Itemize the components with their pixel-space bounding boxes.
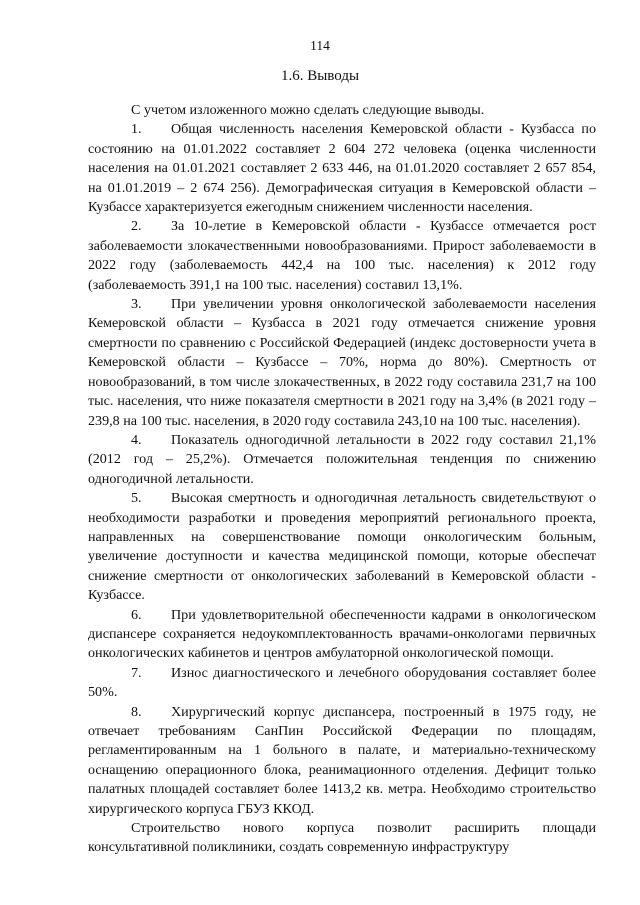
item-text: При увеличении уровня онкологической заболеваемости населения Кемеровской области – Кузбасса в 2021 году отмечается снижение уровня смертности по сравнению с Российской Федерацией (индекс достоверности учета в Кемеровской области – Кузбассе – 70%, норма до 80%). Смертность от новообразований, в том числе злокачественных, в 2022 году составила 231,7 на 100 тыс. населения, что ниже показателя смертности в 2021 году на 3,4% (в 2021 году – 239,8 на 100 тыс. населения, в 2020 году составила 243,10 на 100 тыс. населения). <box>88 296 596 429</box>
item-number: 8. <box>131 703 142 720</box>
item-text: Высокая смертность и одногодичная летальность свидетельствуют о необходимости разработки и проведения мероприятий регионального проекта, направленных на совершенствование помощи онкологическим больным, увеличение доступности и качества медицинской помощи, которые обеспечат снижение смертности от онкологических заболеваний в Кемеровской области - Кузбассе. <box>88 490 596 604</box>
item-text: При удовлетворительной обеспеченности кадрами в онкологическом диспансере сохраняется недоукомплектованность врачами-онкологами первичных онкологических кабинетов и центров амбулаторной онкологической помощи. <box>88 606 596 662</box>
conclusion-item-6 <box>88 606 596 664</box>
item-number: 2. <box>131 218 142 235</box>
item-number: 6. <box>131 606 142 623</box>
closing-paragraph: Строительство нового корпуса позволит расширить площади консультативной поликлиники, создать современную инфраструктуру <box>88 820 596 856</box>
intro-paragraph: С учетом изложенного можно сделать следующие выводы. <box>131 102 485 118</box>
conclusion-item-5 <box>88 489 596 605</box>
conclusion-item-2 <box>88 217 596 295</box>
item-number: 5. <box>131 490 142 507</box>
item-number: 3. <box>131 296 142 313</box>
conclusion-item-1 <box>88 120 596 217</box>
conclusion-item-7 <box>88 664 596 703</box>
page-number: 114 <box>310 38 330 53</box>
item-text: Общая численность населения Кемеровской области - Кузбасса по состоянию на 01.01.2022 составляет 2 604 272 человека (оценка численности населения на 01.01.2021 составляет 2 633 446, на 01.01.2020 составляет 2 657 854, на 01.01.2019 – 2 674 256). Демографическая ситуация в Кемеровской области – Кузбассе характеризуется ежегодным снижением численности населения. <box>88 121 596 216</box>
item-number: 7. <box>131 664 142 681</box>
document-body <box>88 101 596 858</box>
item-number: 4. <box>131 431 142 448</box>
conclusion-item-8 <box>88 703 596 819</box>
section-heading: 1.6. Выводы <box>280 68 360 84</box>
item-text: Показатель одногодичной летальности в 2022 году составил 21,1% (2012 год – 25,2%). Отмечается положительная тенденция по снижению одногодичной летальности. <box>88 431 596 487</box>
item-text: Износ диагностического и лечебного оборудования составляет более 50%. <box>88 664 596 701</box>
conclusion-item-3 <box>88 295 596 431</box>
item-number: 1. <box>131 121 142 138</box>
conclusion-item-4 <box>88 431 596 489</box>
item-text: За 10-летие в Кемеровской области - Кузбассе отмечается рост заболеваемости злокачественными новообразованиями. Прирост заболеваемости в 2022 году (заболеваемость 442,4 на 100 тыс. населения) к 2012 году (заболеваемость 391,1 на 100 тыс. населения) составил 13,1%. <box>88 218 596 293</box>
item-text: Хирургический корпус диспансера, построенный в 1975 году, не отвечает требованиям СанПин Российской Федерации по площадям, регламентированным на 1 больного в палате, и материально-техническому оснащению операционного блока, реанимационного отделения. Дефицит только палатных площадей составляет более 1413,2 кв. метра. Необходимо строительство хирургического корпуса ГБУЗ ККОД. <box>88 703 596 817</box>
